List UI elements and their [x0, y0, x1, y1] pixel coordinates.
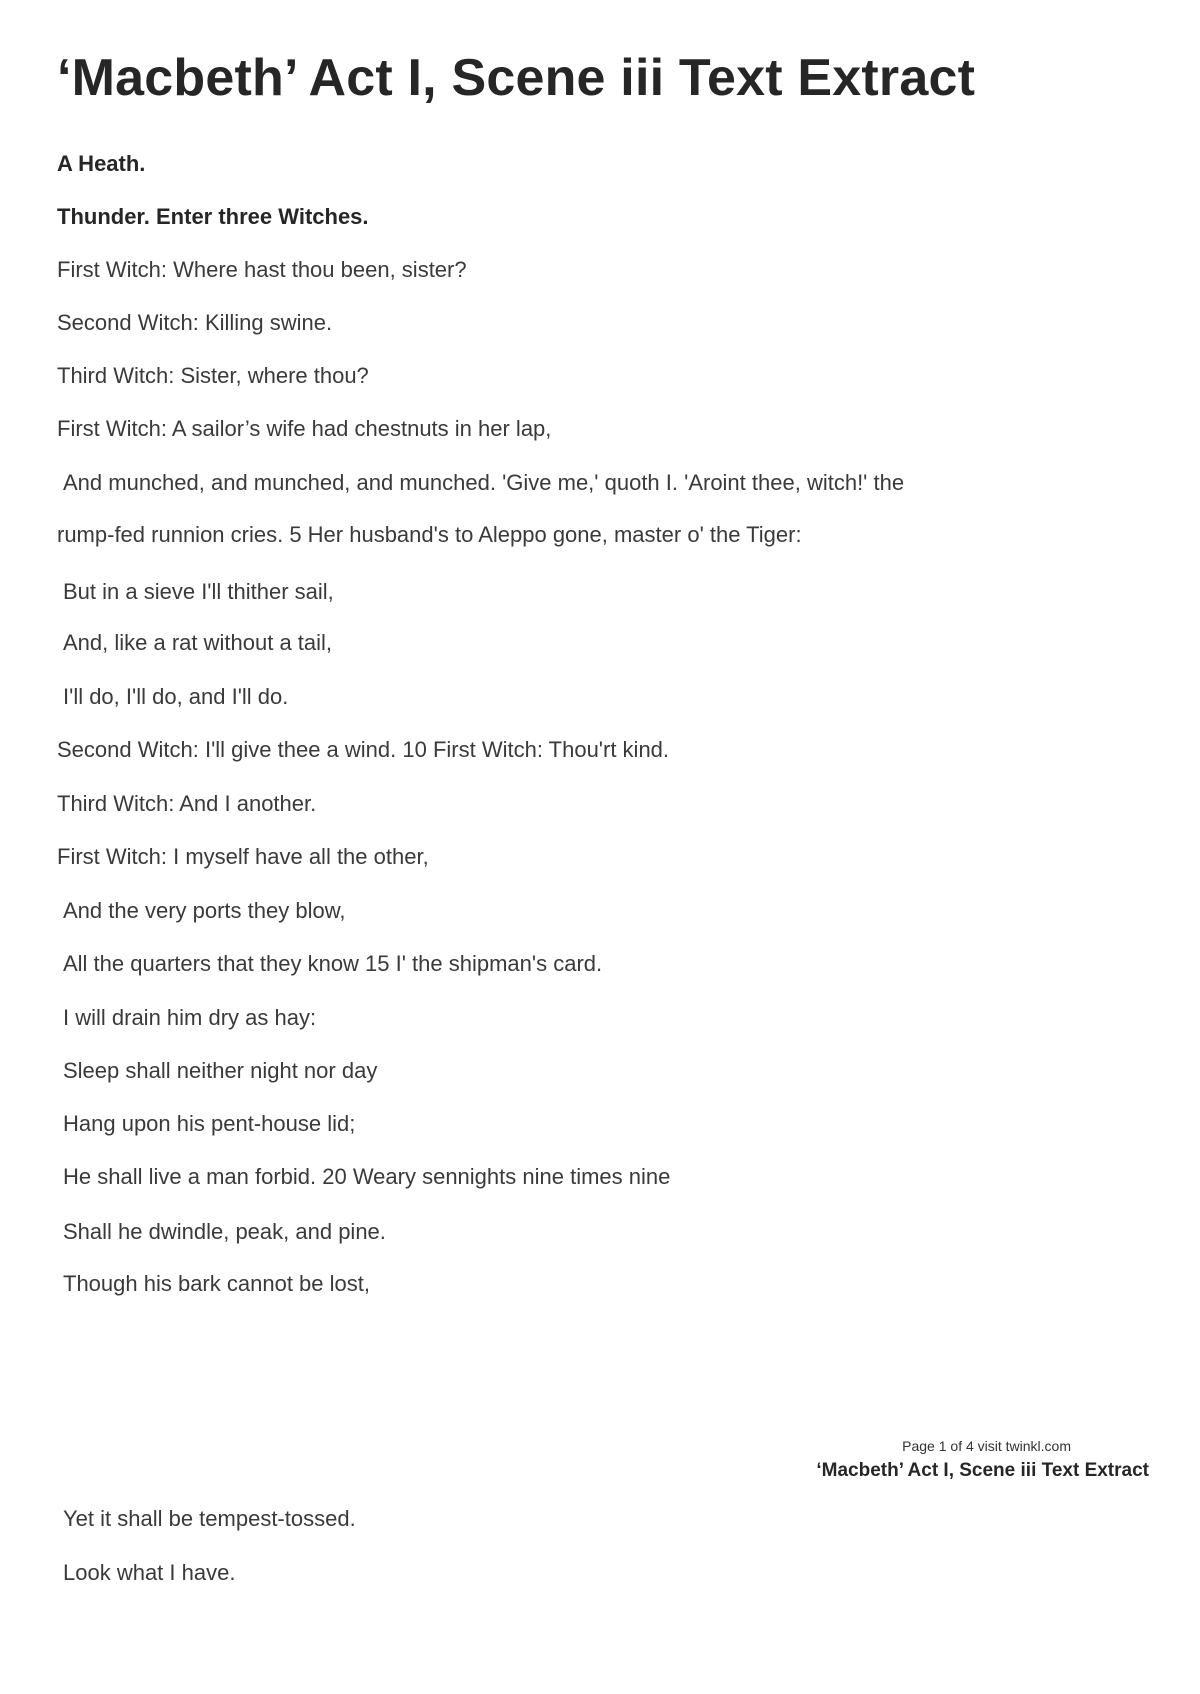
text-line: But in a sieve I'll thither sail, — [63, 579, 334, 604]
text-line: First Witch: A sailor’s wife had chestnuts in her lap, — [57, 416, 552, 441]
text-line: I'll do, I'll do, and I'll do. — [63, 684, 289, 709]
text-line: Look what I have. — [63, 1560, 236, 1585]
running-header-title: ‘Macbeth’ Act I, Scene iii Text Extract — [816, 1460, 1149, 1481]
page-number-footer: Page 1 of 4 visit twinkl.com — [902, 1438, 1071, 1454]
text-line: He shall live a man forbid. 20 Weary sennights nine times nine — [63, 1164, 671, 1189]
text-line: Though his bark cannot be lost, — [63, 1271, 370, 1296]
text-line: Third Witch: And I another. — [57, 791, 317, 816]
text-line: rump-fed runnion cries. 5 Her husband's to Aleppo gone, master o' the Tiger: — [57, 522, 802, 547]
scene-setting: A Heath. — [57, 151, 146, 176]
text-line: Shall he dwindle, peak, and pine. — [63, 1219, 386, 1244]
text-line: Second Witch: Killing swine. — [57, 310, 333, 335]
text-line: Yet it shall be tempest-tossed. — [63, 1506, 356, 1531]
text-line: And munched, and munched, and munched. 'Give me,' quoth I. 'Aroint thee, witch!' the — [63, 470, 905, 495]
text-line: All the quarters that they know 15 I' the shipman's card. — [63, 951, 603, 976]
page-title: ‘Macbeth’ Act I, Scene iii Text Extract — [57, 49, 976, 107]
text-line: And the very ports they blow, — [63, 898, 346, 923]
text-line: First Witch: I myself have all the other, — [57, 844, 429, 869]
text-line: Hang upon his pent-house lid; — [63, 1111, 356, 1136]
text-line: First Witch: Where hast thou been, sister? — [57, 257, 467, 282]
text-line: Sleep shall neither night nor day — [63, 1058, 378, 1083]
text-line: I will drain him dry as hay: — [63, 1005, 317, 1030]
text-line: Third Witch: Sister, where thou? — [57, 363, 369, 388]
text-line: And, like a rat without a tail, — [63, 630, 333, 655]
stage-direction: Thunder. Enter three Witches. — [57, 204, 369, 229]
text-line: Second Witch: I'll give thee a wind. 10 First Witch: Thou'rt kind. — [57, 737, 670, 762]
